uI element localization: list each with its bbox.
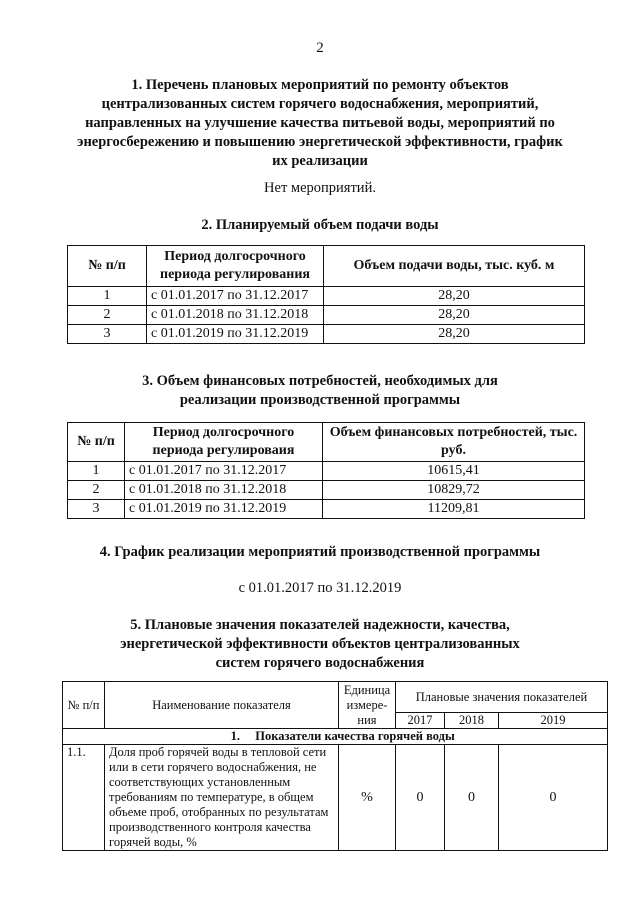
header-volume: Объем подачи воды, тыс. куб. м [324, 246, 585, 287]
water-volume-table [67, 245, 585, 344]
cell-num: 1 [68, 462, 125, 481]
cell-volume: 28,20 [324, 287, 585, 306]
cell-period: с 01.01.2018 по 31.12.2018 [147, 306, 324, 325]
section3-title: 3. Объем финансовых потребностей, необходимых для реализации производственной программы [142, 373, 498, 408]
header-period: Период долгосрочного периода регулирования [147, 246, 324, 287]
header-year-2017: 2017 [396, 713, 445, 729]
cell-value-2017: 0 [396, 745, 445, 851]
table-row [68, 481, 585, 500]
cell-volume: 28,20 [324, 306, 585, 325]
section5-title: 5. Плановые значения показателей надежности, качества, энергетической эффективности объектов централизованных систем горячего водоснабжения [120, 617, 520, 671]
section4-title: 4. График реализации мероприятий производственной программы [99, 544, 541, 560]
header-num: № п/п [68, 246, 147, 287]
cell-finance: 11209,81 [323, 500, 585, 519]
header-num: № п/п [63, 682, 105, 729]
section2-title: 2. Планируемый объем подачи воды [201, 217, 439, 233]
cell-value-2018: 0 [445, 745, 499, 851]
subsection-row [63, 729, 608, 745]
cell-period: с 01.01.2017 по 31.12.2017 [125, 462, 323, 481]
table-row [68, 462, 585, 481]
table-header-row [63, 682, 608, 713]
header-unit: Единица измере-ния [339, 682, 396, 729]
subsection-title: Показатели качества горячей воды [255, 729, 455, 743]
header-period: Период долгосрочного периода регулироваия [125, 423, 323, 462]
table-row [68, 500, 585, 519]
header-finance: Объем финансовых потребностей, тыс. руб. [323, 423, 585, 462]
table-row [68, 287, 585, 306]
cell-period: с 01.01.2017 по 31.12.2017 [147, 287, 324, 306]
page-number: 2 [316, 40, 324, 56]
header-num: № п/п [68, 423, 125, 462]
cell-volume: 28,20 [324, 325, 585, 344]
cell-num: 2 [68, 481, 125, 500]
section1-title: 1. Перечень плановых мероприятий по ремонту объектов централизованных систем горячего водоснабжения, мероприятий, направленных на улучшение качества питьевой воды, мероприятий по энергосбережению и повышению энергетической эффективности, график их реализации [77, 77, 563, 169]
subsection-title-cell [63, 729, 608, 745]
header-year-2018: 2018 [445, 713, 499, 729]
cell-period: с 01.01.2019 по 31.12.2019 [125, 500, 323, 519]
cell-finance: 10615,41 [323, 462, 585, 481]
cell-num: 3 [68, 500, 125, 519]
table-row [68, 306, 585, 325]
cell-num: 1 [68, 287, 147, 306]
subsection-num: 1. [230, 729, 240, 743]
table-row [68, 325, 585, 344]
header-year-2019: 2019 [499, 713, 608, 729]
cell-period: с 01.01.2018 по 31.12.2018 [125, 481, 323, 500]
cell-unit: % [339, 745, 396, 851]
financial-needs-table [67, 422, 585, 519]
cell-finance: 10829,72 [323, 481, 585, 500]
cell-name: Доля проб горячей воды в тепловой сети или в сети горячего водоснабжения, не соответствующих установленным требованиям по температуре, в общем объеме проб, отобранных по результатам производственного контроля качества горячей воды, % [105, 745, 339, 851]
cell-num: 3 [68, 325, 147, 344]
cell-period: с 01.01.2019 по 31.12.2019 [147, 325, 324, 344]
section1-body: Нет мероприятий. [264, 180, 376, 196]
table-header-row [68, 423, 585, 462]
header-plan: Плановые значения показателей [396, 682, 608, 713]
header-name: Наименование показателя [105, 682, 339, 729]
table-row [63, 745, 608, 851]
indicators-table [62, 681, 608, 851]
cell-num: 2 [68, 306, 147, 325]
table-header-row [68, 246, 585, 287]
cell-value-2019: 0 [499, 745, 608, 851]
section4-body: с 01.01.2017 по 31.12.2019 [238, 580, 402, 596]
cell-num: 1.1. [63, 745, 105, 851]
